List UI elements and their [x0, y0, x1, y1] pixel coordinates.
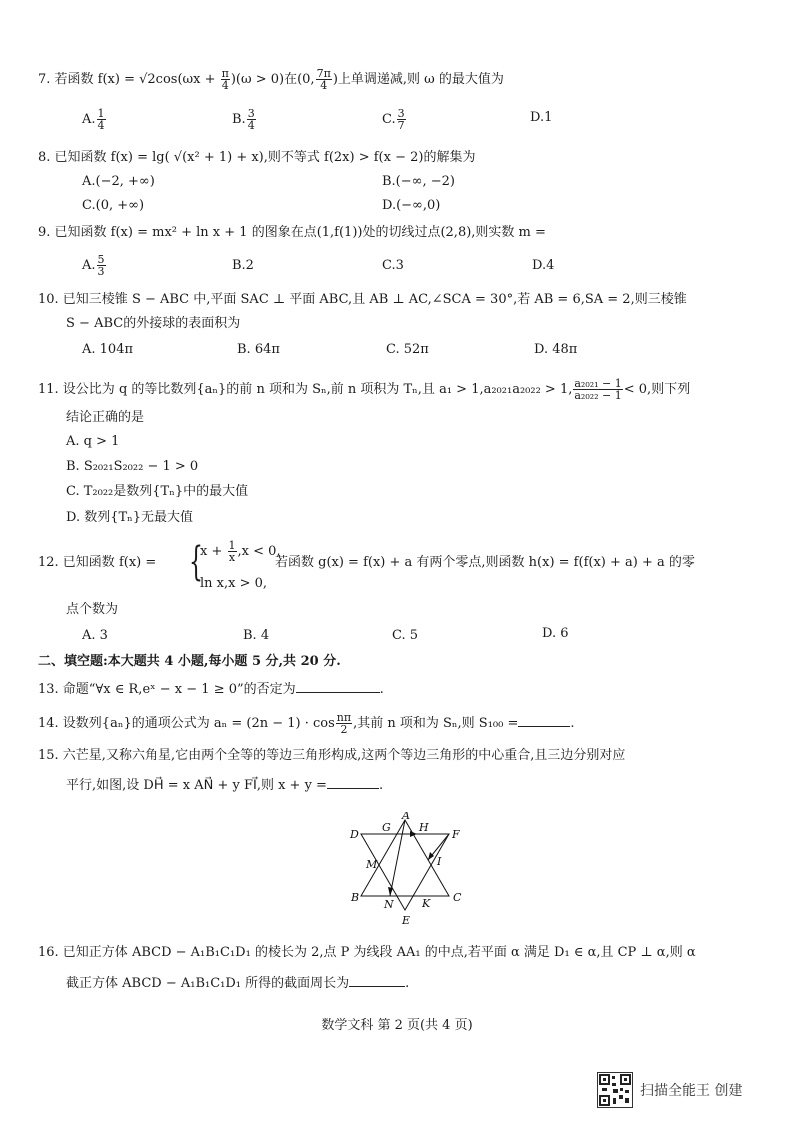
- question-12-lead: 12. 已知函数 f(x) =: [38, 555, 157, 570]
- vector-arrowheads: [388, 831, 434, 896]
- page-footer: 数学文科 第 2 页(共 4 页): [321, 1018, 473, 1033]
- answer-blank: [296, 680, 380, 693]
- label-b: B: [351, 891, 360, 904]
- q8-option-d: D.(−∞,0): [382, 198, 441, 213]
- piecewise-case-2: ln x,x > 0,: [200, 576, 268, 591]
- question-16-line1: 16. 已知正方体 ABCD − A₁B₁C₁D₁ 的棱长为 2,点 P 为线段 AA₁ 的中点,若平面 α 满足 D₁ ∈ α,且 CP ⊥ α,则 α: [38, 945, 696, 960]
- q7-option-d: D.1: [530, 110, 553, 125]
- scanner-watermark: 扫描全能王 创建: [640, 1083, 743, 1099]
- piecewise-brace: {: [189, 539, 203, 585]
- label-i: I: [437, 855, 442, 868]
- label-c: C: [453, 891, 462, 904]
- q9-option-d: D.4: [532, 258, 555, 273]
- question-15-line1: 15. 六芒星,又称六角星,它由两个全等的等边三角形构成,这两个等边三角形的中心重合,且三边分别对应: [38, 748, 626, 763]
- question-13: 13. 命题“∀x ∈ R,eˣ − x − 1 ≥ 0”的否定为 .: [38, 682, 384, 697]
- q8-option-b: B.(−∞, −2): [382, 174, 455, 189]
- label-a: A: [402, 812, 410, 822]
- arrowhead-h: [410, 831, 417, 837]
- question-11-line1: 11. 设公比为 q 的等比数列{aₙ}的前 n 项和为 Sₙ,前 n 项积为 Tₙ,且 a₁ > 1,a₂₀₂₁a₂₀₂₂ > 1, $\frac{\text{a₂₀₂₁ − 1}}{\text{a₂₀₂₂ − 1}}$ < 0,则下列: [38, 377, 691, 402]
- q11-option-b: B. S₂₀₂₁S₂₀₂₂ − 1 > 0: [66, 459, 199, 474]
- q12-option-b: B. 4: [243, 628, 270, 643]
- label-k: K: [422, 897, 431, 910]
- fraction: $\frac{\text{a₂₀₂₁ − 1}}{\text{a₂₀₂₂ − 1}}$: [574, 377, 622, 402]
- question-15-line2: 平行,如图,设 DH⃗ = x AN⃗ + y FI⃗,则 x + y = .: [66, 778, 384, 793]
- q11-option-d: D. 数列{Tₙ}无最大值: [66, 510, 194, 525]
- question-14: 14. 设数列{aₙ}的通项公式为 aₙ = (2n − 1) · cos $\frac{n\pi}{2}$ ,其前 n 项和为 Sₙ,则 S₁₀₀ = .: [38, 711, 575, 736]
- fraction: $\frac{7\pi}{4}$: [316, 67, 331, 92]
- q8-option-c: C.(0, +∞): [82, 198, 145, 213]
- q7-option-c: C. $\frac{3}{7}$: [382, 107, 405, 132]
- label-h: H: [419, 821, 429, 834]
- q7-option-b: B. $\frac{3}{4}$: [232, 107, 255, 132]
- q10-option-b: B. 64π: [237, 342, 280, 357]
- segment-an: [390, 820, 405, 896]
- answer-blank: [349, 974, 405, 987]
- question-10-line2: S − ABC的外接球的表面积为: [66, 316, 241, 331]
- q10-option-a: A. 104π: [82, 342, 134, 357]
- q12-option-d: D. 6: [542, 626, 569, 641]
- label-n: N: [384, 898, 394, 911]
- question-12-tail: 若函数 g(x) = f(x) + a 有两个零点,则函数 h(x) = f(f(x) + a) + a 的零: [275, 555, 695, 570]
- question-10-line1: 10. 已知三棱锥 S − ABC 中,平面 SAC ⊥ 平面 ABC,且 AB ⊥ AC,∠SCA = 30°,若 AB = 6,SA = 2,则三棱锥: [38, 292, 687, 307]
- hexagram-figure: [344, 812, 470, 934]
- q9-option-c: C.3: [382, 258, 404, 273]
- q12-option-a: A. 3: [82, 628, 108, 643]
- q10-option-d: D. 48π: [534, 342, 578, 357]
- question-9-stem: 9. 已知函数 f(x) = mx² + ln x + 1 的图象在点(1,f(1))处的切线过点(2,8),则实数 m =: [38, 225, 546, 240]
- label-f: F: [452, 828, 460, 841]
- answer-blank: [518, 714, 570, 727]
- fraction: $\frac{\pi}{4}$: [221, 67, 229, 92]
- question-8-stem: 8. 已知函数 f(x) = lg( √(x² + 1) + x),则不等式 f(2x) > f(x − 2)的解集为: [38, 150, 476, 165]
- question-16-line2: 截正方体 ABCD − A₁B₁C₁D₁ 所得的截面周长为 .: [66, 976, 410, 991]
- q10-option-c: C. 52π: [386, 342, 429, 357]
- q8-option-a: A.(−2, +∞): [82, 174, 155, 189]
- q11-option-a: A. q > 1: [66, 434, 120, 449]
- q9-option-b: B.2: [232, 258, 254, 273]
- arrowhead-n: [388, 887, 393, 896]
- piecewise-case-1: x + $\frac{1}{x}$ ,x < 0,: [200, 539, 281, 564]
- q11-option-c: C. T₂₀₂₂是数列{Tₙ}中的最大值: [66, 484, 249, 499]
- answer-blank: [327, 776, 379, 789]
- q12-option-c: C. 5: [392, 628, 419, 643]
- q7-option-a: A. $\frac{1}{4}$: [82, 107, 105, 132]
- section-heading-fill-in: 二、填空题:本大题共 4 小题,每小题 5 分,共 20 分.: [38, 654, 341, 669]
- qr-code-icon: [597, 1072, 633, 1108]
- q9-option-a: A. $\frac{5}{3}$: [82, 253, 105, 278]
- question-12-line2: 点个数为: [66, 602, 119, 617]
- label-e: E: [402, 914, 411, 927]
- label-d: D: [350, 828, 359, 841]
- label-g: G: [382, 821, 391, 834]
- question-11-line2: 结论正确的是: [66, 410, 145, 425]
- question-7-stem: 7. 若函数 f(x) = √2cos(ωx + $\frac{\pi}{4}$ )(ω > 0)在(0, $\frac{7\pi}{4}$ )上单调递减,则 ω 的最大值为: [38, 67, 504, 92]
- label-m: M: [366, 858, 378, 871]
- triangle-dfe: [361, 834, 449, 910]
